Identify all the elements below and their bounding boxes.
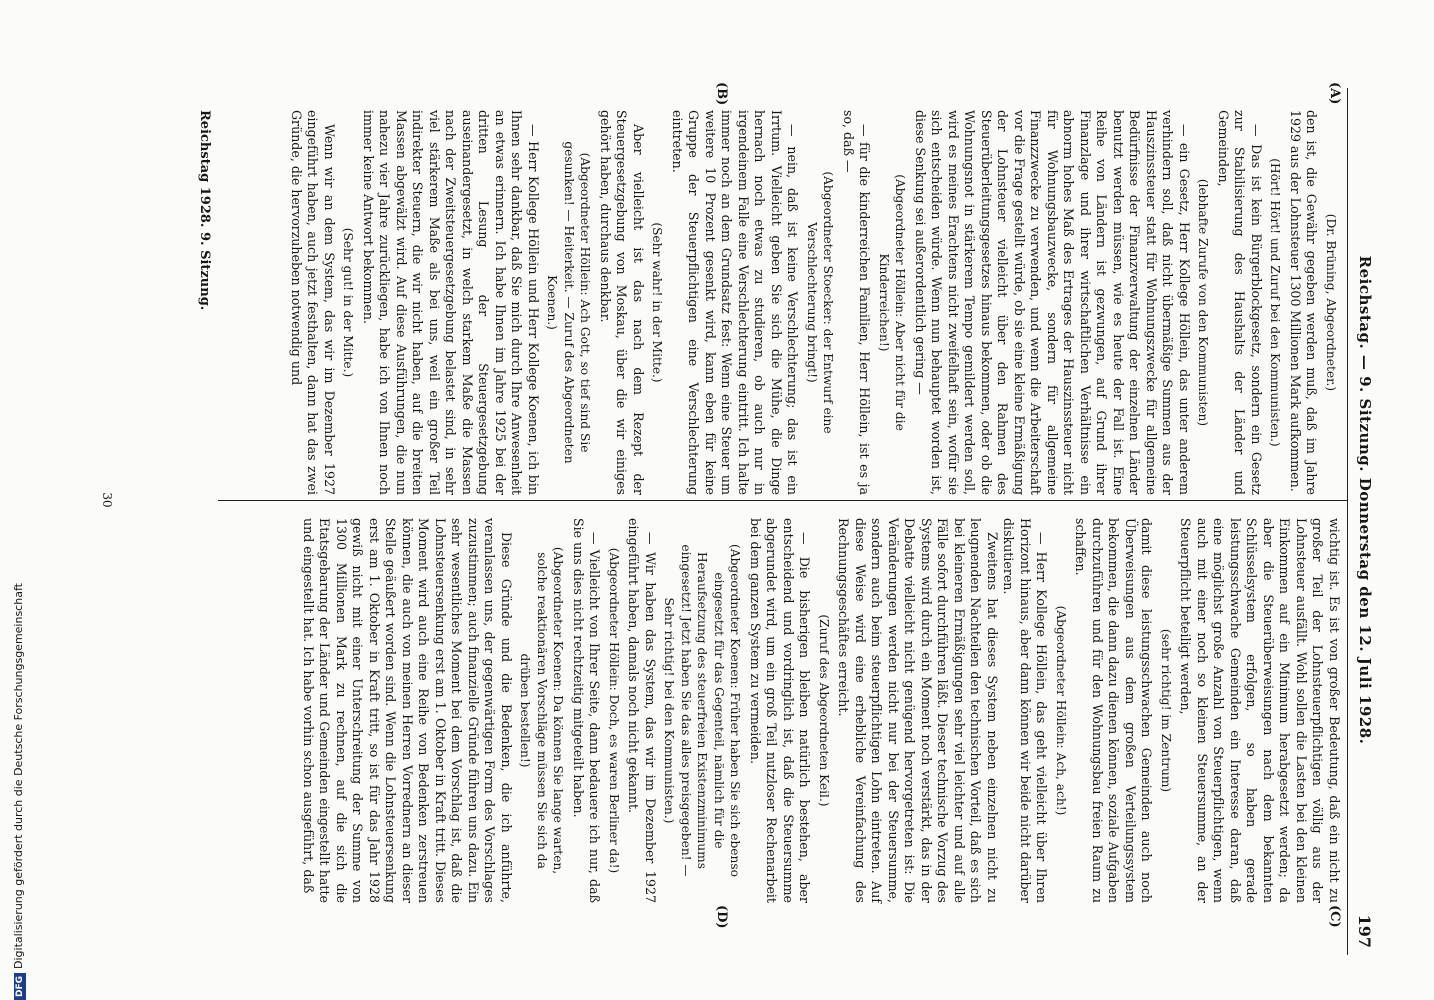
- interjection: (Abgeordneter Höllein: Ach Gott, so tief sind Sie gesunken! — Heiterkeit. — Zuruf des Abgeordneten Koenen.): [545, 141, 593, 464]
- paragraph: — Das ist kein Bürgerblockgesetz, sondern ein Gesetz zur Stabilisierung des Haushalts der Länder und Gemeinden,: [1216, 110, 1264, 495]
- interjection: (Abgeordneter Koenen: Früher haben Sie sich ebenso eingesetzt für das Gegenteil, nämlich für die Heraufsetzung des steuerfreien Existenzminimums eingesetzt! Jetzt haben Sie das alles preisgegeben! — Sehr richtig! bei den Kommunisten.): [662, 544, 743, 877]
- page-footer-number: 30: [100, 492, 114, 508]
- left-column: [288, 110, 1343, 495]
- paragraph: damit diese leistungsschwachen Gemeinden auch noch Überweisungen aus dem großen Verteilungssystem bekommen, die dann dazu dienen können, soziale Aufgaben durchzuführen und für den Wohnungsbau freien Raum zu schaffen.: [1073, 518, 1155, 903]
- interjection: (Abgeordneter Stoecker: der Entwurf eine Verschlechterung bringt!): [805, 171, 836, 434]
- dfg-logo-icon: DFG: [14, 973, 26, 1000]
- paragraph: — nein, daß ist keine Verschlechterung; das ist ein Irrtum. Vielleicht geben Sie sich die Mühe, die Dinge hernach noch etwas zu studieren, ob auch nur in irgendeinem Falle eine Verschlechterung eintritt. Ich halte immer noch an dem Grundsatz fest: Wenn eine Steuer um weitere 10 Prozent gesenkt wird, kann eben für keine Gruppe der Steuerpflichtigen eine Verschlechterung eintreten.: [670, 110, 801, 495]
- paragraph: Diese Gründe und die Bedenken, die ich anführte, veranlassen uns, der gegenwärtigen Form des Vorschlages zuzustimmen; auch finanzielle Gründe führen uns dazu. Ein sehr wesentliches Moment bei dem Vorschlag ist, daß die Lohnsteuersenkung erst am 1. Oktober in Kraft tritt. Dieses Moment wird auch eine Reihe von Bedenken zerstreuen können, die auch von meinen Herren Vorrednern an dieser Stelle geäußert worden sind. Wenn die Lohnsteuersenkung erst am 1. Oktober in Kraft tritt, so ist für das Jahr 1928 gewiß nicht mit einer Unterschreitung der Summe von 1300 Millionen Mark zu rechnen, auf die sich die Etatsgebarung der Länder und Gemeinden eingestellt hatte und eingestellt hat. Ich habe vorhin schon ausgeführt, daß: [301, 518, 514, 903]
- margin-mark-a: (A): [1327, 82, 1342, 105]
- paragraph: — ein Gesetz, Herr Kollege Höllein, das unter anderem verhindern soll, daß nicht übermäßige Summen aus der Hauszinssteuer statt für Wohnungszwecke für allgemeine Bedürfnisse der Finanzverwaltung der einzelnen Länder benutzt werden müssen, wie es heute der Fall ist. Eine Reihe von Ländern ist gezwungen, auf Grund ihrer Finanzlage und ihrer wirtschaftlichen Verhältnisse ein abnorm hohes Maß des Ertrages der Hauszinssteuer nicht für Wohnungsbauzwecke, sondern für allgemeine Finanzzwecke zu verwenden, und wenn die Arbeiterschaft vor die Frage gestellt würde, ob sie eine kleine Ermäßigung der Lohnsteuer vielleicht über den Rahmen des Steuerüberleitungsgesetzes hinaus bekommen, oder ob die Wohnungsnot in stärkerem Tempo gemildert werden soll, wird es meines Erachtens nicht zweifelhaft sein, wofür sie sich entscheiden würde. Wenn nun behauptet worden ist, diese Senkung sei außerordentlich gering —: [913, 110, 1192, 495]
- margin-mark-d: (D): [714, 905, 729, 929]
- paragraph: Aber vielleicht ist das nach dem Rezept der Steuergesetzgebung von Moskau, über die wir einiges gehört haben, durchaus denkbar.: [598, 110, 646, 495]
- interjection: (sehr richtig! im Zentrum): [1159, 628, 1173, 793]
- paragraph: Zweitens hat dieses System neben einzelnen nicht zu leugnenden Nachteilen den technischen Vorteil, daß es sich bei kleineren Ermäßigungen sehr viel leichter und auf alle Fälle sofort durchführen läßt. Dieser technische Vorzug des Systems wird durch ein Moment noch verstärkt, das in der Debatte vielleicht nicht genügend hervorgetreten ist: Die Veränderungen werden nicht nur bei der Steuersumme, sondern auch beim steuerpflichtigen Lohn eintreten. Auf diese Weise wird eine erhebliche Vereinfachung des Rechnungsgeschäftes erreicht.: [836, 518, 1000, 903]
- digitization-note: [12, 0, 26, 1000]
- paragraph: — Wir haben das System, das wir im Dezember 1927 eingeführt haben, damals noch nicht gekannt.: [626, 518, 658, 903]
- header-rule: [1347, 88, 1348, 955]
- paragraph: — Herr Kollege Höllein, das geht vielleicht über Ihren Horizont hinaus, aber dann können wir beide nicht darüber diskutieren.: [1001, 518, 1050, 903]
- interjection: (Sehr wahr! in der Mitte.): [650, 222, 665, 383]
- page-header: [1348, 0, 1374, 1000]
- interjection: (lebhafte Zurufe von den Kommunisten): [1196, 178, 1211, 427]
- column-divider: [218, 500, 1348, 501]
- page-footer-session: Reichstag 1928. 9. Sitzung.: [197, 110, 212, 311]
- interjection: (Abgeordneter Höllein: Ach, ach!): [1054, 605, 1068, 816]
- header-title: Reichstag. — 9. Sitzung. Donnerstag den 12. Juli 1928.: [1356, 255, 1374, 745]
- page-number: 197: [1355, 914, 1374, 948]
- paragraph: wichtig ist. Es ist von großer Bedeutung, daß ein nicht zu großer Teil der Lohnsteuerpflichtigen völlig aus der Lohnsteuer ausfällt. Wohl sollen die Lasten bei den kleinen Einkommen auf ein Minimum herabgesetzt werden; da aber die Steuerüberweisungen nach dem bekannten Schlüsselsystem erfolgen, so haben gerade leistungsschwache Gemeinden ein Interesse daran, daß eine möglichst große Anzahl von Steuerpflichtigen, wenn auch mit einer noch so kleinen Steuersumme, an der Steuerpflicht beteiligt werden,: [1178, 518, 1342, 903]
- interjection: (Abgeordneter Höllein: Doch, es waren Berliner da!): [607, 547, 621, 874]
- digitization-text: Digitalisierung gefördert durch die Deutsche Forschungsgemeinschaft: [12, 583, 25, 969]
- paragraph: — Die bisherigen bleiben natürlich bestehen, aber entscheidend und vordringlich ist, daß die Steuersumme abgerundet wird, um ein groß Teil nutzloser Rechenarbeit bei dem ganzen System zu vermeiden.: [748, 518, 813, 903]
- speaker-line: (Dr. Brüning, Abgeordneter.): [1324, 213, 1338, 392]
- margin-mark-b: (B): [714, 82, 729, 106]
- paragraph: Wenn wir an dem System, das wir im Dezember 1927 eingeführt haben, auch jetzt festhalten, dann hat das zwei Gründe, die hervorzuheben notwendig und: [289, 110, 337, 495]
- paragraph: — Herr Kollege Höllein und Herr Kollege Koenen, ich bin Ihnen sehr dankbar, daß Sie mich durch Ihre Anwesenheit an etwas erinnern. Ich habe Ihnen im Jahre 1925 bei der dritten Lesung der Steuergesetzgebung auseinandergesetzt, in welch starkem Maße die Massen nach der Zweitsteuergesetzgebung belastet sind, in sehr viel stärkerem Maße als bei uns, weil ein großer Teil indirekter Steuern, die wir nicht haben, auf die breiten Massen abgewälzt wird. Auf diese Ausführungen, die nun nahezu vier Jahre zurückliegen, habe ich von Ihnen noch immer keine Antwort bekommen.: [361, 110, 541, 495]
- interjection: (Zuruf des Abgeordneten Keil.): [817, 614, 831, 807]
- interjection: (Abgeordneter Höllein: Aber nicht für die Kinderreichen!): [877, 174, 908, 431]
- paragraph: — Vielleicht von Ihrer Seite, dann bedauere ich nur, daß Sie uns dies nicht rechtzeitig mitgeteilt haben.: [571, 518, 603, 903]
- interjection: (Abgeordneter Koenen: Da können Sie lange warten, solche reaktionären Vorschläge müssen Sie sich da drüben bestellen!): [518, 546, 566, 875]
- interjection: (Hört! Hört! und Zuruf bei den Kommunisten.): [1268, 158, 1283, 447]
- paragraph: — für die kinderreichen Familien, Herr Höllein, ist es ja so, daß —: [841, 110, 873, 495]
- right-column: [300, 518, 1343, 903]
- paragraph: den ist, die Gewähr gegeben werden muß, daß im Jahre 1929 aus der Lohnsteuer 1300 Millionen Mark aufkommen.: [1288, 110, 1320, 495]
- margin-mark-c: (C): [1327, 905, 1342, 928]
- interjection: (Sehr gut! in der Mitte.): [341, 227, 356, 378]
